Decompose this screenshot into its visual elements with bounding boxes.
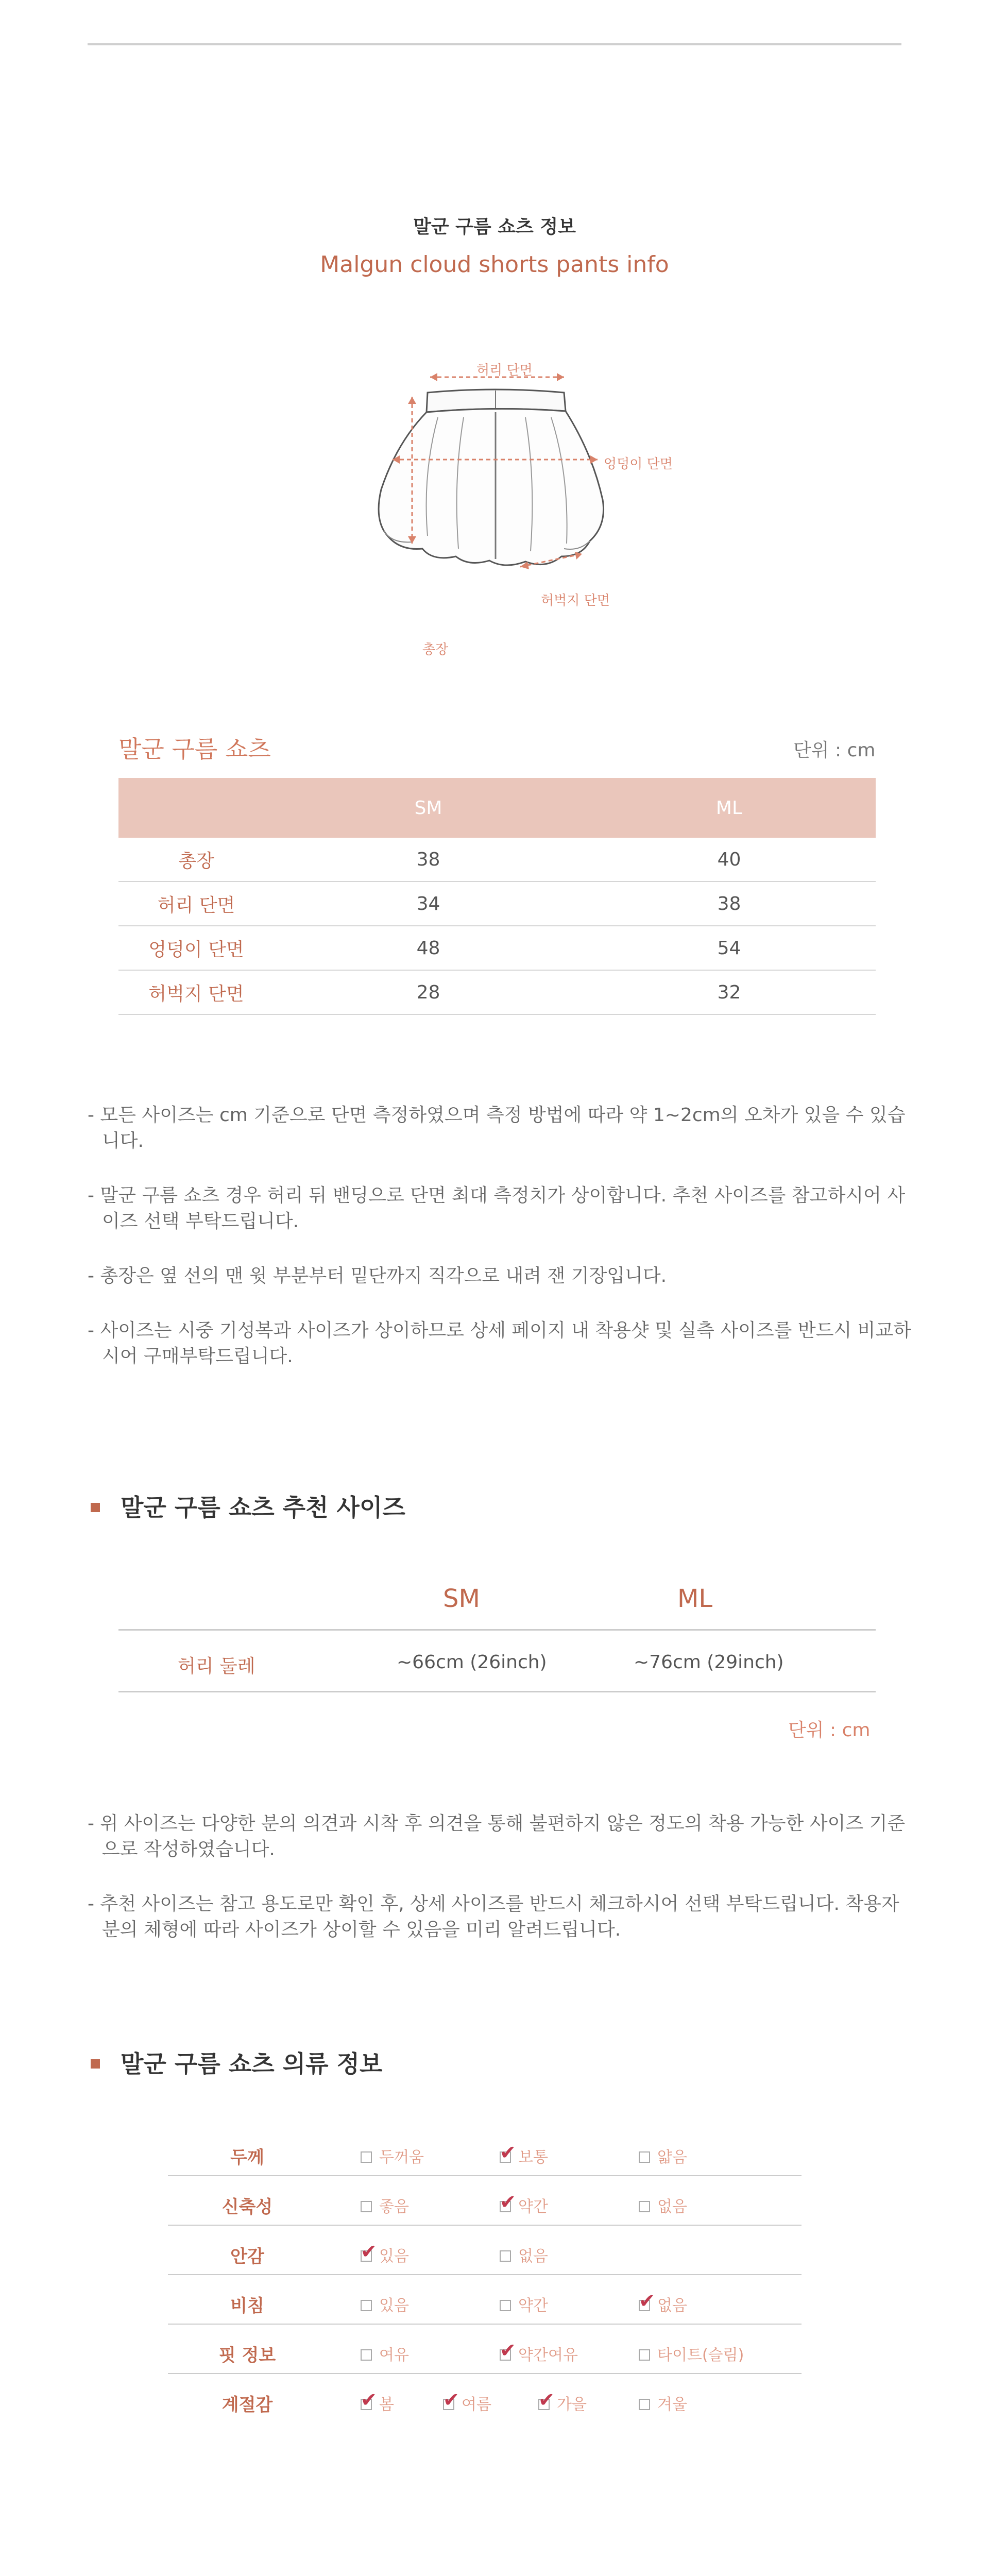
cell-value: 34 bbox=[274, 882, 583, 926]
option-loose: 여유 bbox=[361, 2342, 409, 2365]
option-none: ✔ 없음 bbox=[639, 2293, 687, 2315]
size-table-title: 말군 구름 쇼츠 bbox=[118, 735, 271, 763]
rec-divider-top bbox=[118, 1629, 876, 1631]
option-yes: ✔ 있음 bbox=[361, 2243, 409, 2266]
checkbox-icon bbox=[500, 2300, 511, 2311]
page-subtitle: Malgun cloud shorts pants info bbox=[320, 251, 669, 278]
option-slight: 약간 bbox=[500, 2293, 548, 2315]
fabric-heading-text: 말군 구름 쇼츠 의류 정보 bbox=[121, 2050, 383, 2078]
checkbox-checked-icon bbox=[361, 2399, 372, 2410]
recommend-heading bbox=[91, 1489, 405, 1523]
option-none: 없음 bbox=[639, 2194, 687, 2216]
cell-value: 28 bbox=[274, 970, 583, 1014]
option-yes: 있음 bbox=[361, 2293, 409, 2315]
size-table-corner bbox=[118, 778, 274, 838]
option-thin: 얇음 bbox=[639, 2144, 687, 2167]
table-row bbox=[118, 838, 876, 882]
size-table-header bbox=[118, 778, 876, 838]
checkbox-icon bbox=[639, 2151, 650, 2163]
size-col-ml: ML bbox=[583, 778, 876, 838]
cell-value: 38 bbox=[274, 838, 583, 882]
cell-value: 54 bbox=[583, 926, 876, 970]
note-text: - 총장은 옆 선의 맨 윗 부분부터 밑단까지 직각으로 내려 잰 기장입니다. bbox=[88, 1265, 667, 1286]
waist-label: 허리 단면 bbox=[476, 363, 533, 378]
thigh-label: 허벅지 단면 bbox=[541, 593, 610, 608]
table-row bbox=[118, 882, 876, 926]
checkbox-icon bbox=[639, 2399, 650, 2410]
cell-value: 40 bbox=[583, 838, 876, 882]
section-marker bbox=[91, 1503, 100, 1512]
length-label: 총장 bbox=[422, 642, 449, 657]
option-good: 좋음 bbox=[361, 2194, 409, 2216]
checkbox-checked-icon bbox=[500, 2349, 511, 2361]
checkbox-icon bbox=[500, 2250, 511, 2262]
size-notes bbox=[88, 1103, 912, 1398]
fabric-label-fit: 핏 정보 bbox=[218, 2345, 276, 2366]
rec-row-label: 허리 둘레 bbox=[178, 1656, 255, 1677]
option-normal: ✔ 보통 bbox=[500, 2144, 548, 2167]
fabric-divider bbox=[168, 2175, 802, 2176]
row-label: 허리 단면 bbox=[118, 882, 274, 926]
shorts-illustration bbox=[361, 340, 721, 659]
checkbox-icon bbox=[361, 2349, 372, 2361]
checkbox-checked-icon bbox=[639, 2300, 650, 2311]
section-marker bbox=[91, 2059, 100, 2069]
cell-value: 38 bbox=[583, 882, 876, 926]
option-autumn: ✔ 가을 bbox=[538, 2392, 587, 2414]
recommend-heading-text: 말군 구름 쇼츠 추천 사이즈 bbox=[121, 1494, 405, 1521]
checkbox-checked-icon bbox=[500, 2151, 511, 2163]
fabric-divider bbox=[168, 2373, 802, 2374]
page-title: 말군 구름 쇼츠 정보 bbox=[413, 216, 576, 238]
fabric-label-season: 계절감 bbox=[221, 2395, 273, 2415]
checkbox-icon bbox=[361, 2201, 372, 2212]
checkbox-checked-icon bbox=[538, 2399, 550, 2410]
option-spring: ✔ 봄 bbox=[361, 2392, 394, 2414]
rec-value-ml: ~76cm (29inch) bbox=[634, 1652, 784, 1673]
checkbox-checked-icon bbox=[443, 2399, 454, 2410]
rec-col-ml: ML bbox=[677, 1584, 713, 1613]
fabric-label-lining: 안감 bbox=[230, 2246, 264, 2267]
checkbox-icon bbox=[361, 2151, 372, 2163]
option-slight: ✔ 약간 bbox=[500, 2194, 548, 2216]
checkbox-checked-icon bbox=[500, 2201, 511, 2212]
row-label: 엉덩이 단면 bbox=[118, 926, 274, 970]
fabric-divider bbox=[168, 2225, 802, 2226]
checkbox-checked-icon bbox=[361, 2250, 372, 2262]
hip-label: 엉덩이 단면 bbox=[604, 456, 673, 472]
row-label: 총장 bbox=[118, 838, 274, 882]
option-no: 없음 bbox=[500, 2243, 548, 2266]
table-row bbox=[118, 970, 876, 1014]
note-text: - 사이즈는 시중 기성복과 사이즈가 상이하므로 상세 페이지 내 착용샷 및 실측 사이즈를 반드시 비교하시어 구매부탁드립니다. bbox=[88, 1320, 912, 1367]
option-slightly-loose: ✔ 약간여유 bbox=[500, 2342, 578, 2365]
size-table bbox=[118, 778, 876, 1015]
shorts-diagram bbox=[361, 340, 721, 659]
rec-value-sm: ~66cm (26inch) bbox=[397, 1652, 547, 1673]
note-text: - 위 사이즈는 다양한 분의 의견과 시착 후 의견을 통해 불편하지 않은 정도의 착용 가능한 사이즈 기준으로 작성하였습니다. bbox=[88, 1813, 906, 1860]
fabric-label-thickness: 두께 bbox=[230, 2147, 264, 2168]
option-tight: 타이트(슬림) bbox=[639, 2342, 744, 2365]
cell-value: 48 bbox=[274, 926, 583, 970]
fabric-label-sheer: 비침 bbox=[230, 2296, 264, 2316]
rec-divider-bottom bbox=[118, 1691, 876, 1692]
checkbox-icon bbox=[639, 2349, 650, 2361]
fabric-divider bbox=[168, 2324, 802, 2325]
rec-unit: 단위 : cm bbox=[788, 1720, 871, 1741]
size-table-unit: 단위 : cm bbox=[793, 740, 876, 761]
fabric-divider bbox=[168, 2274, 802, 2275]
note-text: - 말군 구름 쇼츠 경우 허리 뒤 밴딩으로 단면 최대 측정치가 상이합니다. 추천 사이즈를 참고하시어 사이즈 선택 부탁드립니다. bbox=[88, 1185, 906, 1232]
row-label: 허벅지 단면 bbox=[118, 970, 274, 1014]
top-divider bbox=[88, 43, 901, 45]
fabric-label-stretch: 신축성 bbox=[221, 2197, 273, 2217]
cell-value: 32 bbox=[583, 970, 876, 1014]
table-row bbox=[118, 926, 876, 970]
option-thick: 두꺼움 bbox=[361, 2144, 424, 2167]
note-text: - 추천 사이즈는 참고 용도로만 확인 후, 상세 사이즈를 반드시 체크하시어 선택 부탁드립니다. 착용자분의 체형에 따라 사이즈가 상이할 수 있음을 미리 알려드립니다. bbox=[88, 1893, 899, 1940]
size-col-sm: SM bbox=[274, 778, 583, 838]
rec-col-sm: SM bbox=[443, 1584, 480, 1613]
checkbox-icon bbox=[361, 2300, 372, 2311]
fabric-heading bbox=[91, 2045, 382, 2079]
note-text: - 모든 사이즈는 cm 기준으로 단면 측정하였으며 측정 방법에 따라 약 1~2cm의 오차가 있을 수 있습니다. bbox=[88, 1105, 906, 1151]
option-winter: 겨울 bbox=[639, 2392, 687, 2414]
recommend-notes bbox=[88, 1811, 912, 1972]
checkbox-icon bbox=[639, 2201, 650, 2212]
option-summer: ✔ 여름 bbox=[443, 2392, 491, 2414]
